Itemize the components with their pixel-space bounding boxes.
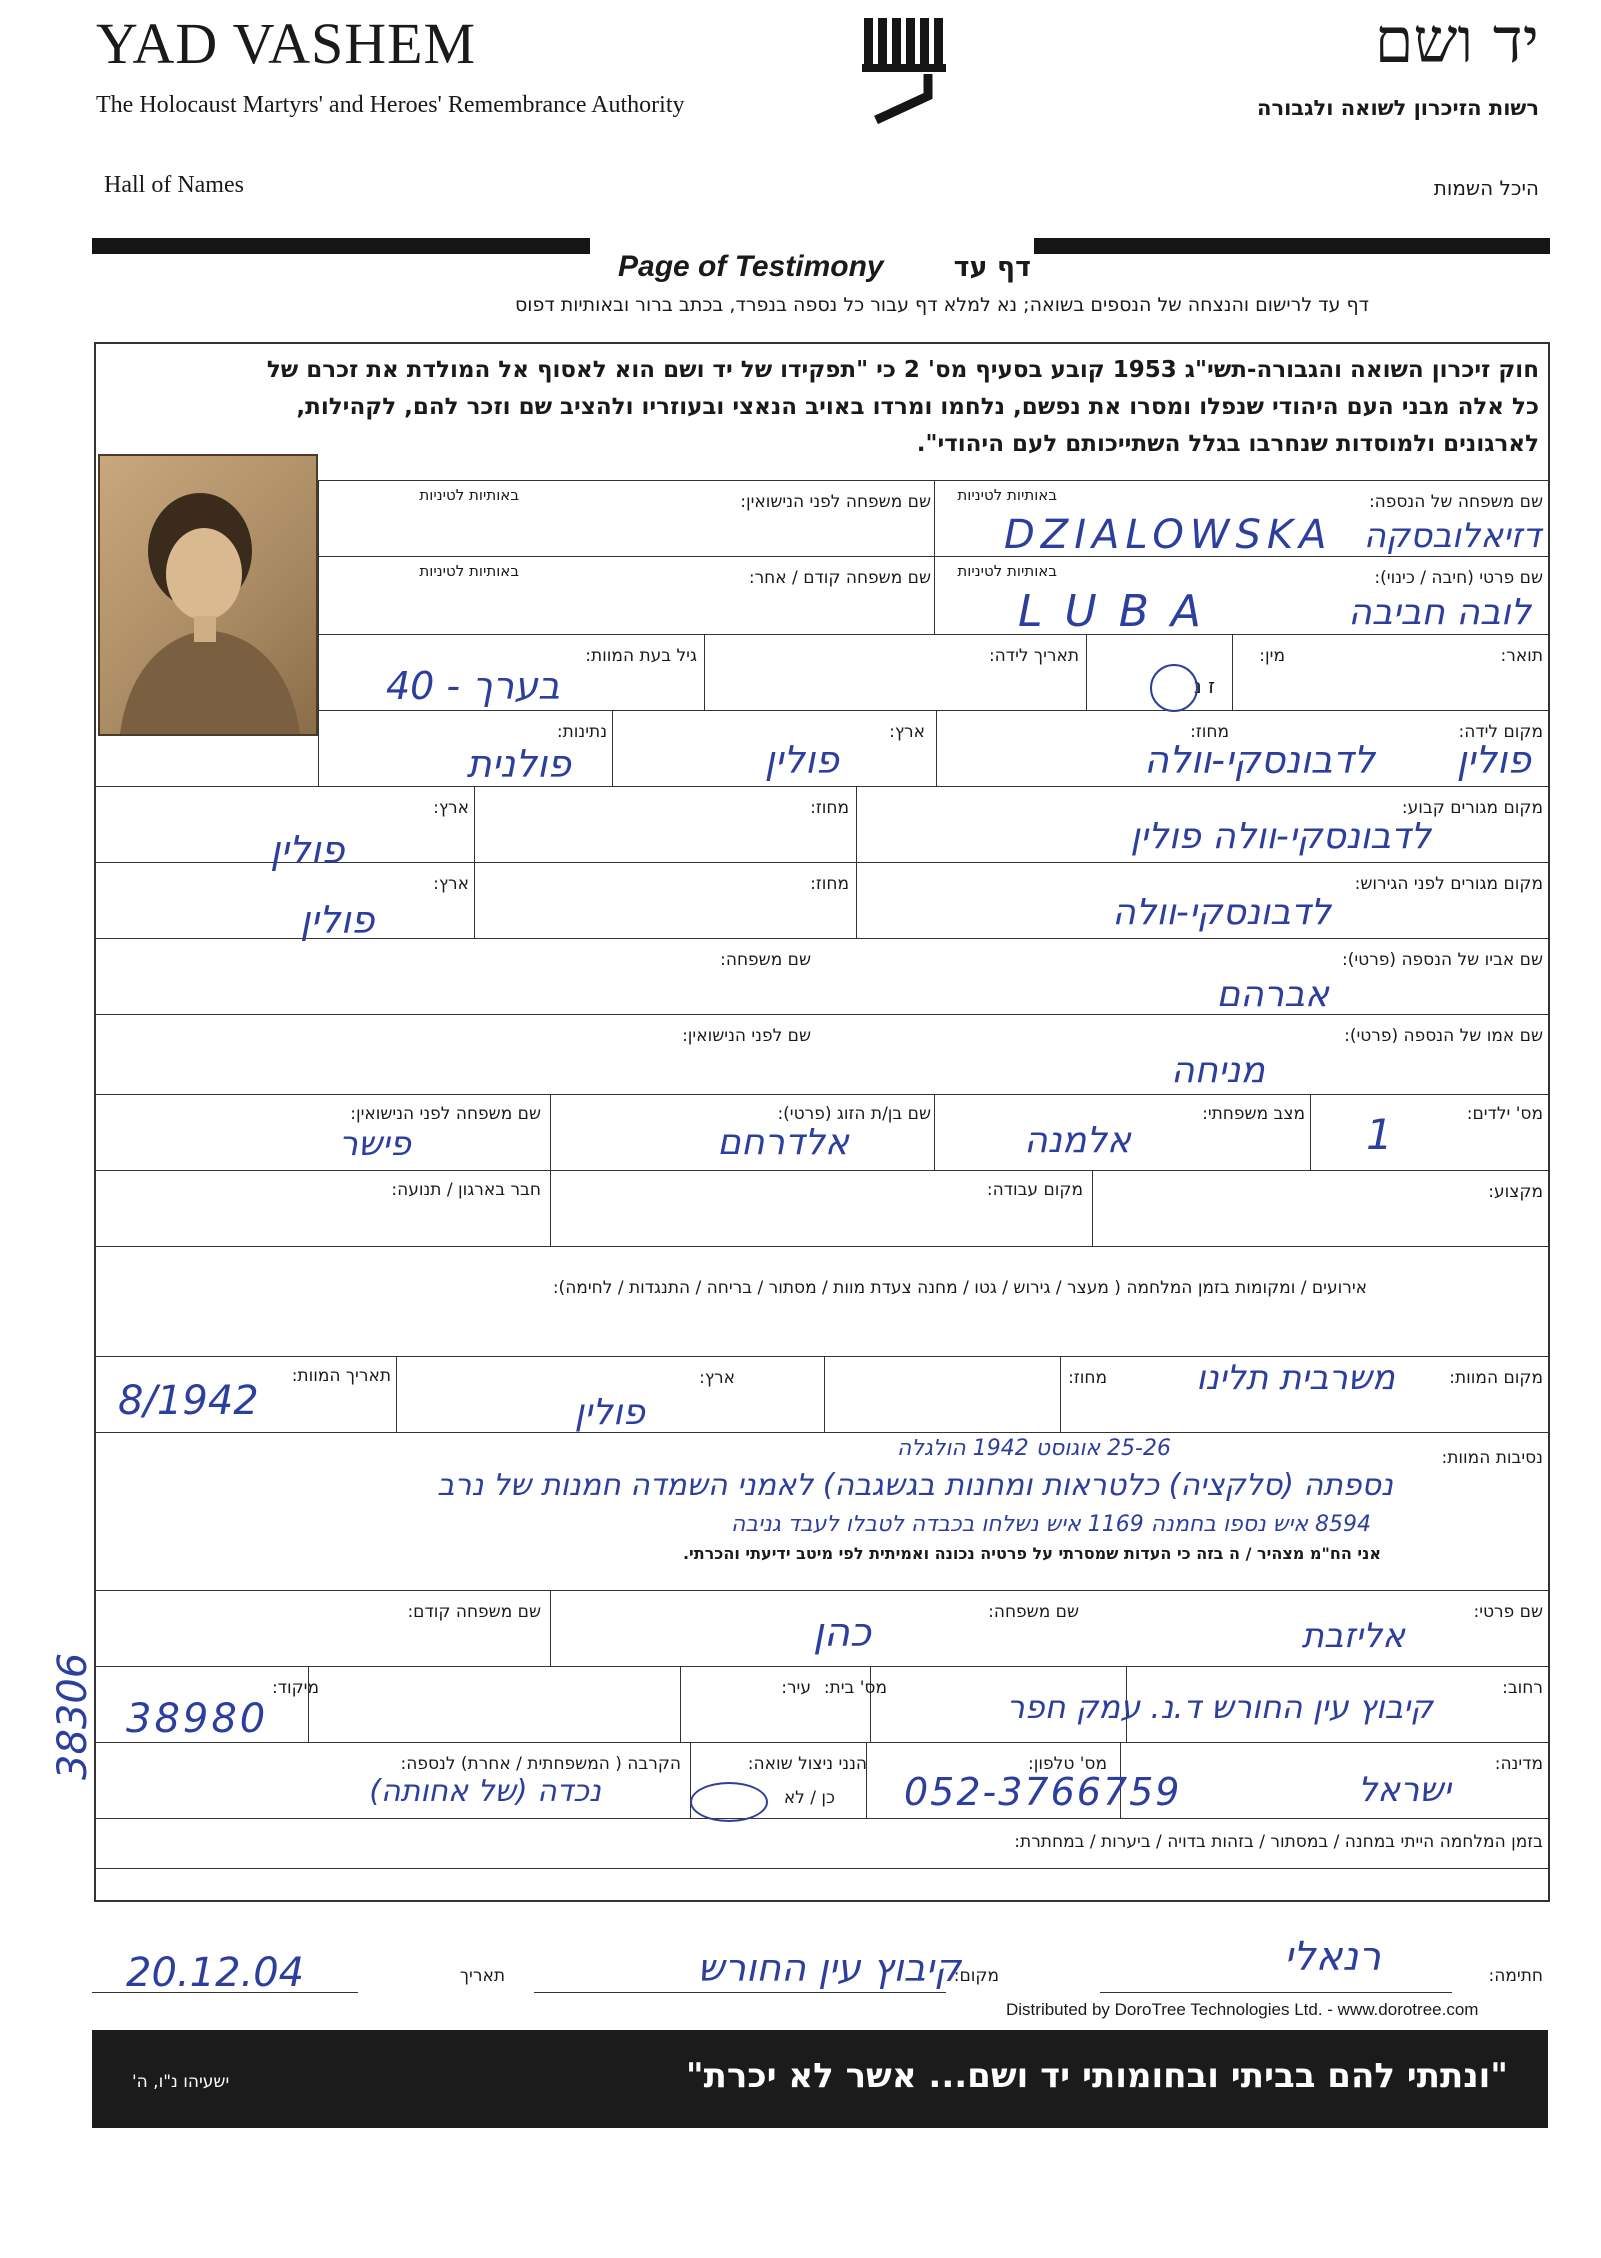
form-title-en: Page of Testimony [618, 250, 884, 283]
sub-surname-value[interactable]: כהן [812, 1610, 871, 1656]
form-instruction: דף עד לרישום והנצחה של הנספים בשואה; נא למלא דף עבור כל נספה בנפרד, בכתב ברור ובאותיות דפוס [514, 294, 1369, 316]
spouse-maiden-label: שם משפחה לפני הנישואין: [350, 1104, 541, 1124]
spouse-maiden-value[interactable]: פישר [338, 1124, 411, 1164]
mother-value[interactable]: מניחה [1171, 1050, 1265, 1091]
events-label: אירועים / ומקומות בזמן המלחמה ( מעצר / גירוש / גטו / מחנה צעדת מוות / מסתור / בריחה / התנגדות / לחימה): [552, 1278, 1367, 1298]
permanent-res-label: מקום מגורים קבוע: [1401, 798, 1543, 818]
birthplace-label: מקום לידה: [1458, 722, 1543, 742]
spouse-value[interactable]: אלדרחם [717, 1122, 849, 1163]
death-date-label: תאריך המוות: [291, 1366, 391, 1386]
signature-label: חתימה: [1488, 1966, 1543, 1986]
birth-country2-value[interactable]: פולין [1456, 738, 1531, 782]
first-name-label: שם פרטי (חיבה / כינוי): [1374, 568, 1543, 588]
distributed-by: Distributed by DoroTree Technologies Ltd. - www.dorotree.com [1006, 2000, 1479, 2019]
birth-region-label: מחוז: [1190, 722, 1229, 742]
place-signed-value[interactable]: קיבוץ עין החורש [697, 1946, 961, 1990]
hall-of-names-he: היכל השמות [1433, 176, 1539, 200]
birth-date-label: תאריך לידה: [988, 646, 1079, 666]
authority-subtitle-he: רשות הזיכרון לשואה ולגבורה [1257, 96, 1539, 120]
law-line-2: כל אלה מבני העם היהודי שנפלו ומסרו את נפשם, נלחמו ומרדו באויב הנאצי ובעוזריו ולהציב שם וזכר להם, לקהילות, [296, 394, 1539, 420]
children-label: מס' ילדים: [1466, 1104, 1543, 1124]
relation-label: הקרבה ( המשפחתית / אחרת) לנספה: [400, 1754, 681, 1774]
birth-region-value[interactable]: לדבונסקי-וולה [1144, 738, 1375, 782]
gender-circle-mark[interactable] [1150, 664, 1198, 712]
father-value[interactable]: אברהם [1216, 974, 1329, 1015]
spouse-label: שם בן/ת הזוג (פרטי): [777, 1104, 931, 1124]
death-country-label: ארץ: [699, 1368, 735, 1388]
signature-value[interactable]: רנאלי [1283, 1934, 1381, 1980]
age-value[interactable]: 40 - בערך [386, 664, 560, 708]
children-value[interactable]: 1 [1366, 1110, 1393, 1159]
birth-country-value[interactable]: פולין [764, 738, 839, 782]
place-death-value[interactable]: משרבית תלינו [1196, 1358, 1395, 1398]
yad-vashem-title-en: YAD VASHEM [96, 11, 477, 76]
state-value[interactable]: ישראל [1358, 1770, 1451, 1810]
perm-country-value[interactable]: פולין [270, 828, 345, 872]
yad-vashem-title-he: יד ושם [1374, 4, 1539, 77]
sub-prev-label: שם משפחה קודם: [407, 1602, 541, 1622]
wartime-label: בזמן המלחמה הייתי במחנה / במסתור / בזהות בדויה / ביערות / במחתרת: [1014, 1832, 1543, 1852]
circumstances-line-1[interactable]: נספתה (סלקציה) כלטראות ומחנות בגשגבה) לאמני השמדה חמנות של נרב [437, 1468, 1393, 1503]
nationality-value[interactable]: פולנית [466, 742, 571, 786]
age-death-label: גיל בעת המוות: [585, 646, 697, 666]
side-number-value: 38306 [50, 1652, 96, 1780]
death-country-value[interactable]: פולין [574, 1392, 645, 1433]
date-signed-value[interactable]: 20.12.04 [126, 1950, 305, 1996]
before-region-label: מחוז: [810, 874, 849, 894]
before-place-value[interactable]: לדבונסקי-וולה [1112, 892, 1331, 933]
circumstances-label: נסיבות המוות: [1441, 1448, 1543, 1468]
circumstances-line-2[interactable]: 25-26 אוגוסט 1942 הולגלה [896, 1436, 1171, 1461]
portrait-image [100, 456, 316, 734]
hall-of-names-en: Hall of Names [104, 172, 244, 198]
footer-quote-bar [92, 2030, 1548, 2128]
house-no-label: מס' בית: [823, 1678, 887, 1698]
law-line-3: לארגונים ולמוסדות שנחרבו בגלל השתייכותם לעם היהודי". [916, 431, 1539, 457]
latin-label-4: באותיות לטיניות [419, 562, 519, 580]
gender-label: מין: [1259, 646, 1285, 666]
latin-label-2: באותיות לטיניות [419, 486, 519, 504]
title-label: תואר: [1500, 646, 1543, 666]
relation-value[interactable]: נכדה (של אחותה) [369, 1774, 601, 1809]
phone-value[interactable]: 052-3766759 [904, 1770, 1182, 1814]
death-region-label: מחוז: [1068, 1368, 1107, 1388]
victim-photo [98, 454, 318, 736]
prev-surname-label: שם משפחה קודם / אחר: [748, 568, 931, 588]
latin-label: באותיות לטיניות [957, 486, 1057, 504]
declaration-text: אני הח"מ מצהיר / ה בזה כי העדות שמסרתי על פרטיה נכונה ואמיתית לפי מיטב ידיעתי והכרתי. [682, 1544, 1381, 1563]
sub-first-value[interactable]: אליזבת [1301, 1616, 1405, 1656]
yad-vashem-logo-icon [858, 12, 958, 130]
before-country-label: ארץ: [433, 874, 469, 894]
zip-label: מיקוד: [271, 1678, 319, 1698]
footer-source: ישעיהו נ"ו, ה' [132, 2072, 230, 2092]
place-death-label: מקום המוות: [1449, 1368, 1543, 1388]
org-member-label: חבר בארגון / תנועה: [391, 1180, 541, 1200]
date-label: תאריך [459, 1966, 505, 1986]
circumstances-line-3[interactable]: 8594 איש נספו בחמנה 1169 איש נשלחו בכבדה לטבלו לעבד גניבה [730, 1512, 1371, 1537]
before-country-value[interactable]: פולין [300, 898, 375, 942]
phone-label: מס' טלפון: [1028, 1754, 1107, 1774]
profession-label: מקצוע: [1488, 1182, 1543, 1202]
birth-country-label: ארץ: [889, 722, 925, 742]
state-label: מדינה: [1494, 1754, 1543, 1774]
father-surname-label: שם משפחה: [720, 950, 811, 970]
sub-surname-label: שם משפחה: [988, 1602, 1079, 1622]
sub-first-label: שם פרטי: [1473, 1602, 1543, 1622]
father-name-label: שם אביו של הנספה (פרטי): [1342, 950, 1543, 970]
city-label: עיר: [781, 1678, 811, 1698]
law-line-1: חוק זיכרון השואה והגבורה-תשי"ג 1953 קובע בסעיף מס' 2 כי "תפקידו של יד ושם הוא לאסוף אל המולדת את זכרם של [266, 357, 1539, 383]
res-before-label: מקום מגורים לפני הגירוש: [1354, 874, 1543, 894]
death-date-value[interactable]: 8/1942 [118, 1378, 259, 1424]
nationality-label: נתינות: [556, 722, 607, 742]
survivor-circle-mark[interactable] [690, 1782, 768, 1822]
form-title-he: דף עד [953, 252, 1031, 283]
first-name-latin-value[interactable]: LUBA [1018, 586, 1224, 637]
authority-subtitle-en: The Holocaust Martyrs' and Heroes' Remembrance Authority [96, 92, 685, 118]
perm-place-value[interactable]: לדבונסקי-וולה פולין [1130, 816, 1431, 857]
victim-surname-label: שם משפחה של הנספה: [1368, 492, 1543, 512]
mother-name-label: שם אמו של הנספה (פרטי): [1344, 1026, 1543, 1046]
header-bar-left [92, 238, 590, 254]
surname-he-value[interactable]: דזיאלובסקה [1363, 516, 1541, 556]
latin-label-3: באותיות לטיניות [957, 562, 1057, 580]
perm-region-label: מחוז: [810, 798, 849, 818]
footer-quote: "ונתתי להם בביתי ובחומותי יד ושם... אשר לא יכרת" [685, 2056, 1508, 2096]
street-label: רחוב: [1502, 1678, 1543, 1698]
maiden-name-label: שם משפחה לפני הנישואין: [740, 492, 931, 512]
marital-label: מצב משפחתי: [1202, 1104, 1305, 1124]
survivor-label: הנני ניצול שואה: [747, 1754, 867, 1774]
marital-value[interactable]: אלמנה [1024, 1120, 1131, 1161]
gender-options: ז נ [1193, 674, 1215, 698]
first-name-he-value[interactable]: לובה חביבה [1348, 592, 1531, 633]
perm-country-label: ארץ: [433, 798, 469, 818]
workplace-label: מקום עבודה: [986, 1180, 1083, 1200]
survivor-options: כן / לא [783, 1788, 835, 1808]
law-text [99, 352, 1539, 463]
zip-value[interactable]: 38980 [126, 1696, 269, 1742]
street-value[interactable]: קיבוץ עין החורש ד.נ. עמק חפר [1006, 1688, 1433, 1726]
mother-maiden-label: שם לפני הנישואין: [682, 1026, 811, 1046]
surname-latin-value[interactable]: DZIALOWSKA [1004, 512, 1333, 558]
header-bar-right [1034, 238, 1550, 254]
place-label: מקום: [953, 1966, 999, 1986]
